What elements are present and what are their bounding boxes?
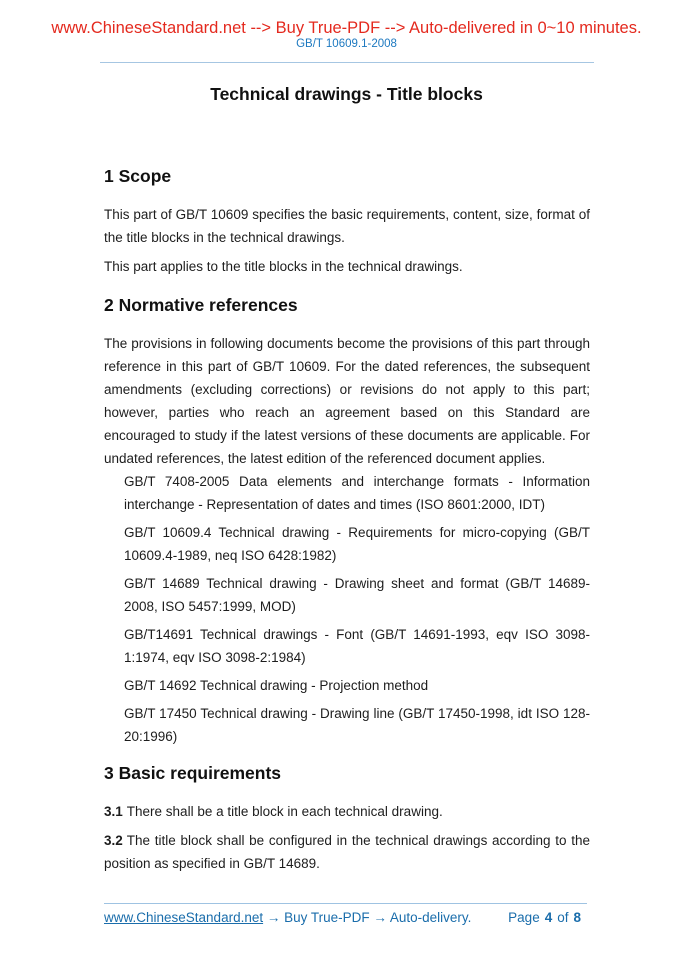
reference-item-1: GB/T 7408-2005 Data elements and interchange formats - Information interchange - Representation of dates and times (ISO 8601:2000, IDT): [124, 474, 590, 512]
page-of-label: of: [557, 910, 569, 925]
reference-item-6: GB/T 17450 Technical drawing - Drawing line (GB/T 17450-1998, idt ISO 128-20:1996): [124, 706, 590, 744]
scope-paragraph-2: This part applies to the title blocks in the technical drawings.: [104, 259, 463, 274]
reference-item-2: GB/T 10609.4 Technical drawing - Requirements for micro-copying (GB/T 10609.4-1989, neq ISO 6428:1982): [124, 525, 590, 563]
standard-code: GB/T 10609.1-2008: [296, 38, 397, 50]
scope-paragraph-1: This part of GB/T 10609 specifies the basic requirements, content, size, format of the title blocks in the technical drawings.: [104, 207, 590, 245]
page-number-total: 8: [573, 910, 581, 925]
clause-number: 3.1: [104, 804, 123, 819]
section-heading-basic-requirements: 3 Basic requirements: [104, 763, 282, 783]
footer-tagline-text: → Buy True-PDF → Auto-delivery.: [266, 910, 472, 925]
clause-text: There shall be a title block in each technical drawing.: [126, 804, 443, 819]
page-indicator: [508, 908, 581, 928]
reference-item-5: GB/T 14692 Technical drawing - Projection method: [124, 678, 429, 693]
footer-website-link[interactable]: www.ChineseStandard.net: [104, 910, 264, 925]
clause-3-1: [104, 800, 590, 823]
reference-item-4: GB/T14691 Technical drawings - Font (GB/T 14691-1993, eqv ISO 3098-1:1974, eqv ISO 3098-2:1984): [124, 627, 590, 665]
reference-list: [124, 470, 590, 748]
promo-banner: www.ChineseStandard.net --> Buy True-PDF --> Auto-delivered in 0~10 minutes.: [51, 19, 642, 37]
clause-number: 3.2: [104, 833, 123, 848]
normative-references-intro: The provisions in following documents become the provisions of this part through reference in this part of GB/T 10609. For the dated references, the subsequent amendments (excluding corrections) or revisions do not apply to this part; however, parties who reach an agreement based on this Standard are encouraged to study if the latest versions of these documents are applicable. For undated references, the latest edition of the referenced document applies.: [104, 336, 590, 466]
document-title: Technical drawings - Title blocks: [210, 84, 483, 104]
section-heading-normative-references: 2 Normative references: [104, 295, 298, 315]
reference-item-3: GB/T 14689 Technical drawing - Drawing sheet and format (GB/T 14689-2008, ISO 5457:1999, MOD): [124, 576, 590, 614]
page-label: Page: [508, 910, 540, 925]
header-divider: [100, 62, 594, 63]
footer-tagline: [104, 908, 471, 928]
clause-3-2: [104, 829, 590, 875]
page-number-current: 4: [544, 910, 553, 925]
section-heading-scope: 1 Scope: [104, 166, 172, 186]
footer-divider: [104, 903, 587, 904]
clause-text: The title block shall be configured in the technical drawings according to the position as specified in GB/T 14689.: [104, 833, 590, 871]
document-body: [0, 165, 693, 875]
